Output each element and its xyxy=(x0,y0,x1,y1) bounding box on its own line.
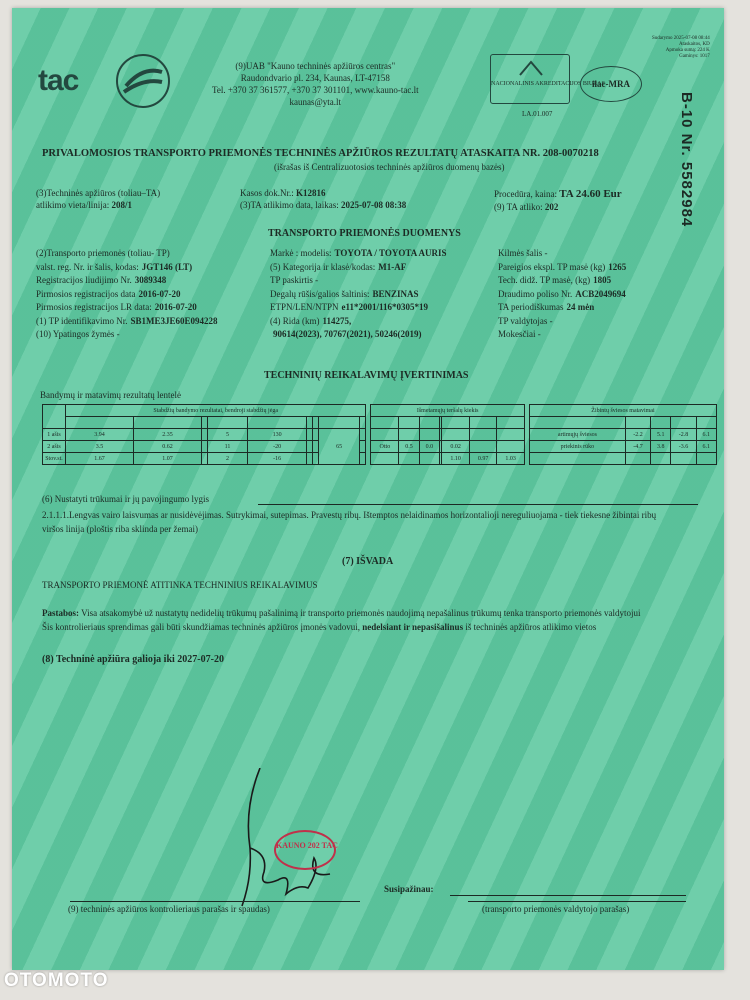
notes-appeal: Šis kontrolieriaus sprendimas gali būti skundžiamas techninės apžiūros įmonės vadovui, nedelsiant ir nepasišalinus iš techninės apžiūros atlikimo vietos xyxy=(42,622,597,632)
vehicle-field: (4) Rida (km) 114275, xyxy=(270,315,352,326)
acknowledged-line xyxy=(450,895,686,896)
vehicle-field: Pirmosios registracijos LR data: 2016-07-20 xyxy=(36,302,197,312)
company-email: kaunas@yta.lt xyxy=(289,97,342,107)
defects-text: 2.1.1.1.Lengvas vairo laisvumas ar nusidėvėjimas. Sutrykimai, sutepimas. Pravestų ribų. Ištemptos nelaidinamos horizontalioji nereguliuojama - tiek tiekesne žibintai ribų xyxy=(42,510,657,520)
vehicle-field: TP valdytojas - xyxy=(498,315,553,326)
inspection-date: (3)TA atlikimo data, laikas: 2025-07-08 08:38 xyxy=(240,200,407,210)
vehicle-field: Pareigios ekspl. TP masė (kg) 1265 xyxy=(498,261,627,272)
inspection-stamp: KAUNO 202 TAC xyxy=(274,830,336,870)
vehicle-field: TP paskirtis - xyxy=(270,275,319,285)
otomoto-watermark: OTOMOTO xyxy=(4,970,109,991)
vehicle-field: Markė : modelis: TOYOTA / TOYOTA AURIS xyxy=(270,248,447,258)
headlight-header: Žibintų šviesos matavimai xyxy=(529,405,716,417)
vehicle-field: Registracijos liudijimo Nr. 3089348 xyxy=(36,275,167,285)
owner-signature-label: (transporto priemonės valdytojo parašas) xyxy=(482,904,630,914)
vehicle-field: Mokesčiai - xyxy=(498,329,541,339)
vehicle-field: (5) Kategorija ir klasė/kodas: M1-AF xyxy=(270,261,407,272)
vehicle-field: Pirmosios registracijos data 2016-07-20 xyxy=(36,288,181,299)
inspection-report-sheet xyxy=(12,8,724,970)
emission-header: Išmetamųjų teršalų kiekis xyxy=(371,405,524,417)
tac-emblem-icon xyxy=(116,54,170,108)
ilac-logo: ilac-MRA xyxy=(580,66,642,102)
company-header xyxy=(212,60,419,108)
brakes-header: Stabdžių bandymo rezultatai, bendroji stabdžių jėga xyxy=(66,405,366,417)
vehicle-field: (2)Transporto priemonės (toliau- TP) xyxy=(36,248,170,258)
report-title: PRIVALOMOSIOS TRANSPORTO PRIEMONĖS TECHNINĖS APŽIŪROS REZULTATŲ ATASKAITA NR. 208-0070218 xyxy=(42,148,599,159)
tac-logo: tac xyxy=(38,64,79,97)
defects-underline xyxy=(258,504,698,505)
requirements-section-title: TECHNINIŲ REIKALAVIMŲ ĮVERTINIMAS xyxy=(264,370,469,381)
vehicle-field: TA periodiškumas 24 mėn xyxy=(498,302,595,312)
notes: Pastabos: Visa atsakomybė už nustatytų nedidelių trūkumų pašalinimą ir transporto priemonės naudojimą nepašalinus trūkumų tenka transporto priemonės valdytojui xyxy=(42,608,641,618)
vehicle-field: valst. reg. Nr. ir šalis, kodas: JGT146 (LT) xyxy=(36,261,193,272)
vehicle-field: Kilmės šalis - xyxy=(498,248,548,258)
company-address: Raudondvario pl. 234, Kaunas, LT-47158 xyxy=(240,73,390,83)
report-subtitle: (išrašas iš Centralizuotosios techninės apžiūros duomenų bazės) xyxy=(274,162,505,172)
valid-until: (8) Techninė apžiūra galioja iki 2027-07-20 xyxy=(42,654,224,665)
inspector-signature-line xyxy=(70,901,360,902)
form-serial-number: B-10 Nr. 5582984 xyxy=(678,92,695,228)
accreditation-number: LA.01.007 xyxy=(522,110,553,118)
acknowledged-label: Susipažinau: xyxy=(384,884,434,894)
inspector-signature-label: (9) techninės apžiūros kontrolieriaus parašas ir spaudas) xyxy=(68,904,270,914)
results-table-label: Bandymų ir matavimų rezultatų lentelė xyxy=(40,390,181,400)
owner-signature-line xyxy=(468,901,686,902)
company-name: (9)UAB "Kauno techninės apžiūros centras" xyxy=(235,61,396,71)
table-row: Stov.st. 1.67 1.07 2 -16 1.10 0.97 1.03 xyxy=(43,453,717,465)
vehicle-section-title: TRANSPORTO PRIEMONĖS DUOMENYS xyxy=(268,228,461,239)
company-phones: Tel. +370 37 361577, +370 37 301101, www.kauno-tac.lt xyxy=(212,85,419,95)
procedure-price: Procedūra, kaina: TA 24.60 Eur xyxy=(494,188,622,200)
accreditation-logo: NACIONALINIS AKREDITACIJOS BIURAS xyxy=(490,54,570,104)
corner-info: Sudarymo 2025-07-08 08:44 Ataskaitos, KD Apmoka sumą: 224 K Gaminys: 1017 xyxy=(652,36,710,59)
table-row: 1 ašis 3.94 2.35 5 130 65 artimųjų šviesos -2.2 5.1 -2.8 6.1 xyxy=(43,429,717,441)
vehicle-field: 90614(2023), 70767(2021), 50246(2019) xyxy=(273,329,422,339)
conclusion-result: TRANSPORTO PRIEMONĖ ATITINKA TECHNINIUS REIKALAVIMUS xyxy=(42,580,318,590)
defects-text-2: viršos linija (ploštis riba sklinda per žemai) xyxy=(42,524,198,534)
conclusion-title: (7) IŠVADA xyxy=(342,556,394,567)
defects-label: (6) Nustatyti trūkumai ir jų pavojingumo lygis xyxy=(42,494,209,504)
ta-place-label: (3)Techninės apžiūros (toliau–TA) xyxy=(36,188,161,198)
measurement-table xyxy=(42,404,717,465)
vehicle-field: (1) TP identifikavimo Nr. SB1ME3JE60E094228 xyxy=(36,315,218,326)
inspected-by: (9) TA atliko: 202 xyxy=(494,202,559,212)
ta-place: atlikimo vieta/linija: 208/1 xyxy=(36,200,133,210)
table-row: 2 ašis 3.5 0.62 11 -20 Otto 0.5 0.0 0.02 priekinis rūko -4.7 3.8 -3.6 6.1 xyxy=(43,441,717,453)
vehicle-field: Draudimo poliso Nr. ACB2049694 xyxy=(498,288,626,299)
vehicle-field: ETPN/LEN/NTPN e11*2001/116*0305*19 xyxy=(270,302,429,312)
receipt-number: Kasos dok.Nr.: K12816 xyxy=(240,188,326,198)
vehicle-field: Tech. didž. TP masė, (kg) 1805 xyxy=(498,275,612,285)
brake-efficiency: 65 xyxy=(318,429,359,465)
vehicle-field: (10) Ypatingos žymės - xyxy=(36,329,120,339)
vehicle-field: Degalų rūšis/galios šaltinis: BENZINAS xyxy=(270,288,419,299)
